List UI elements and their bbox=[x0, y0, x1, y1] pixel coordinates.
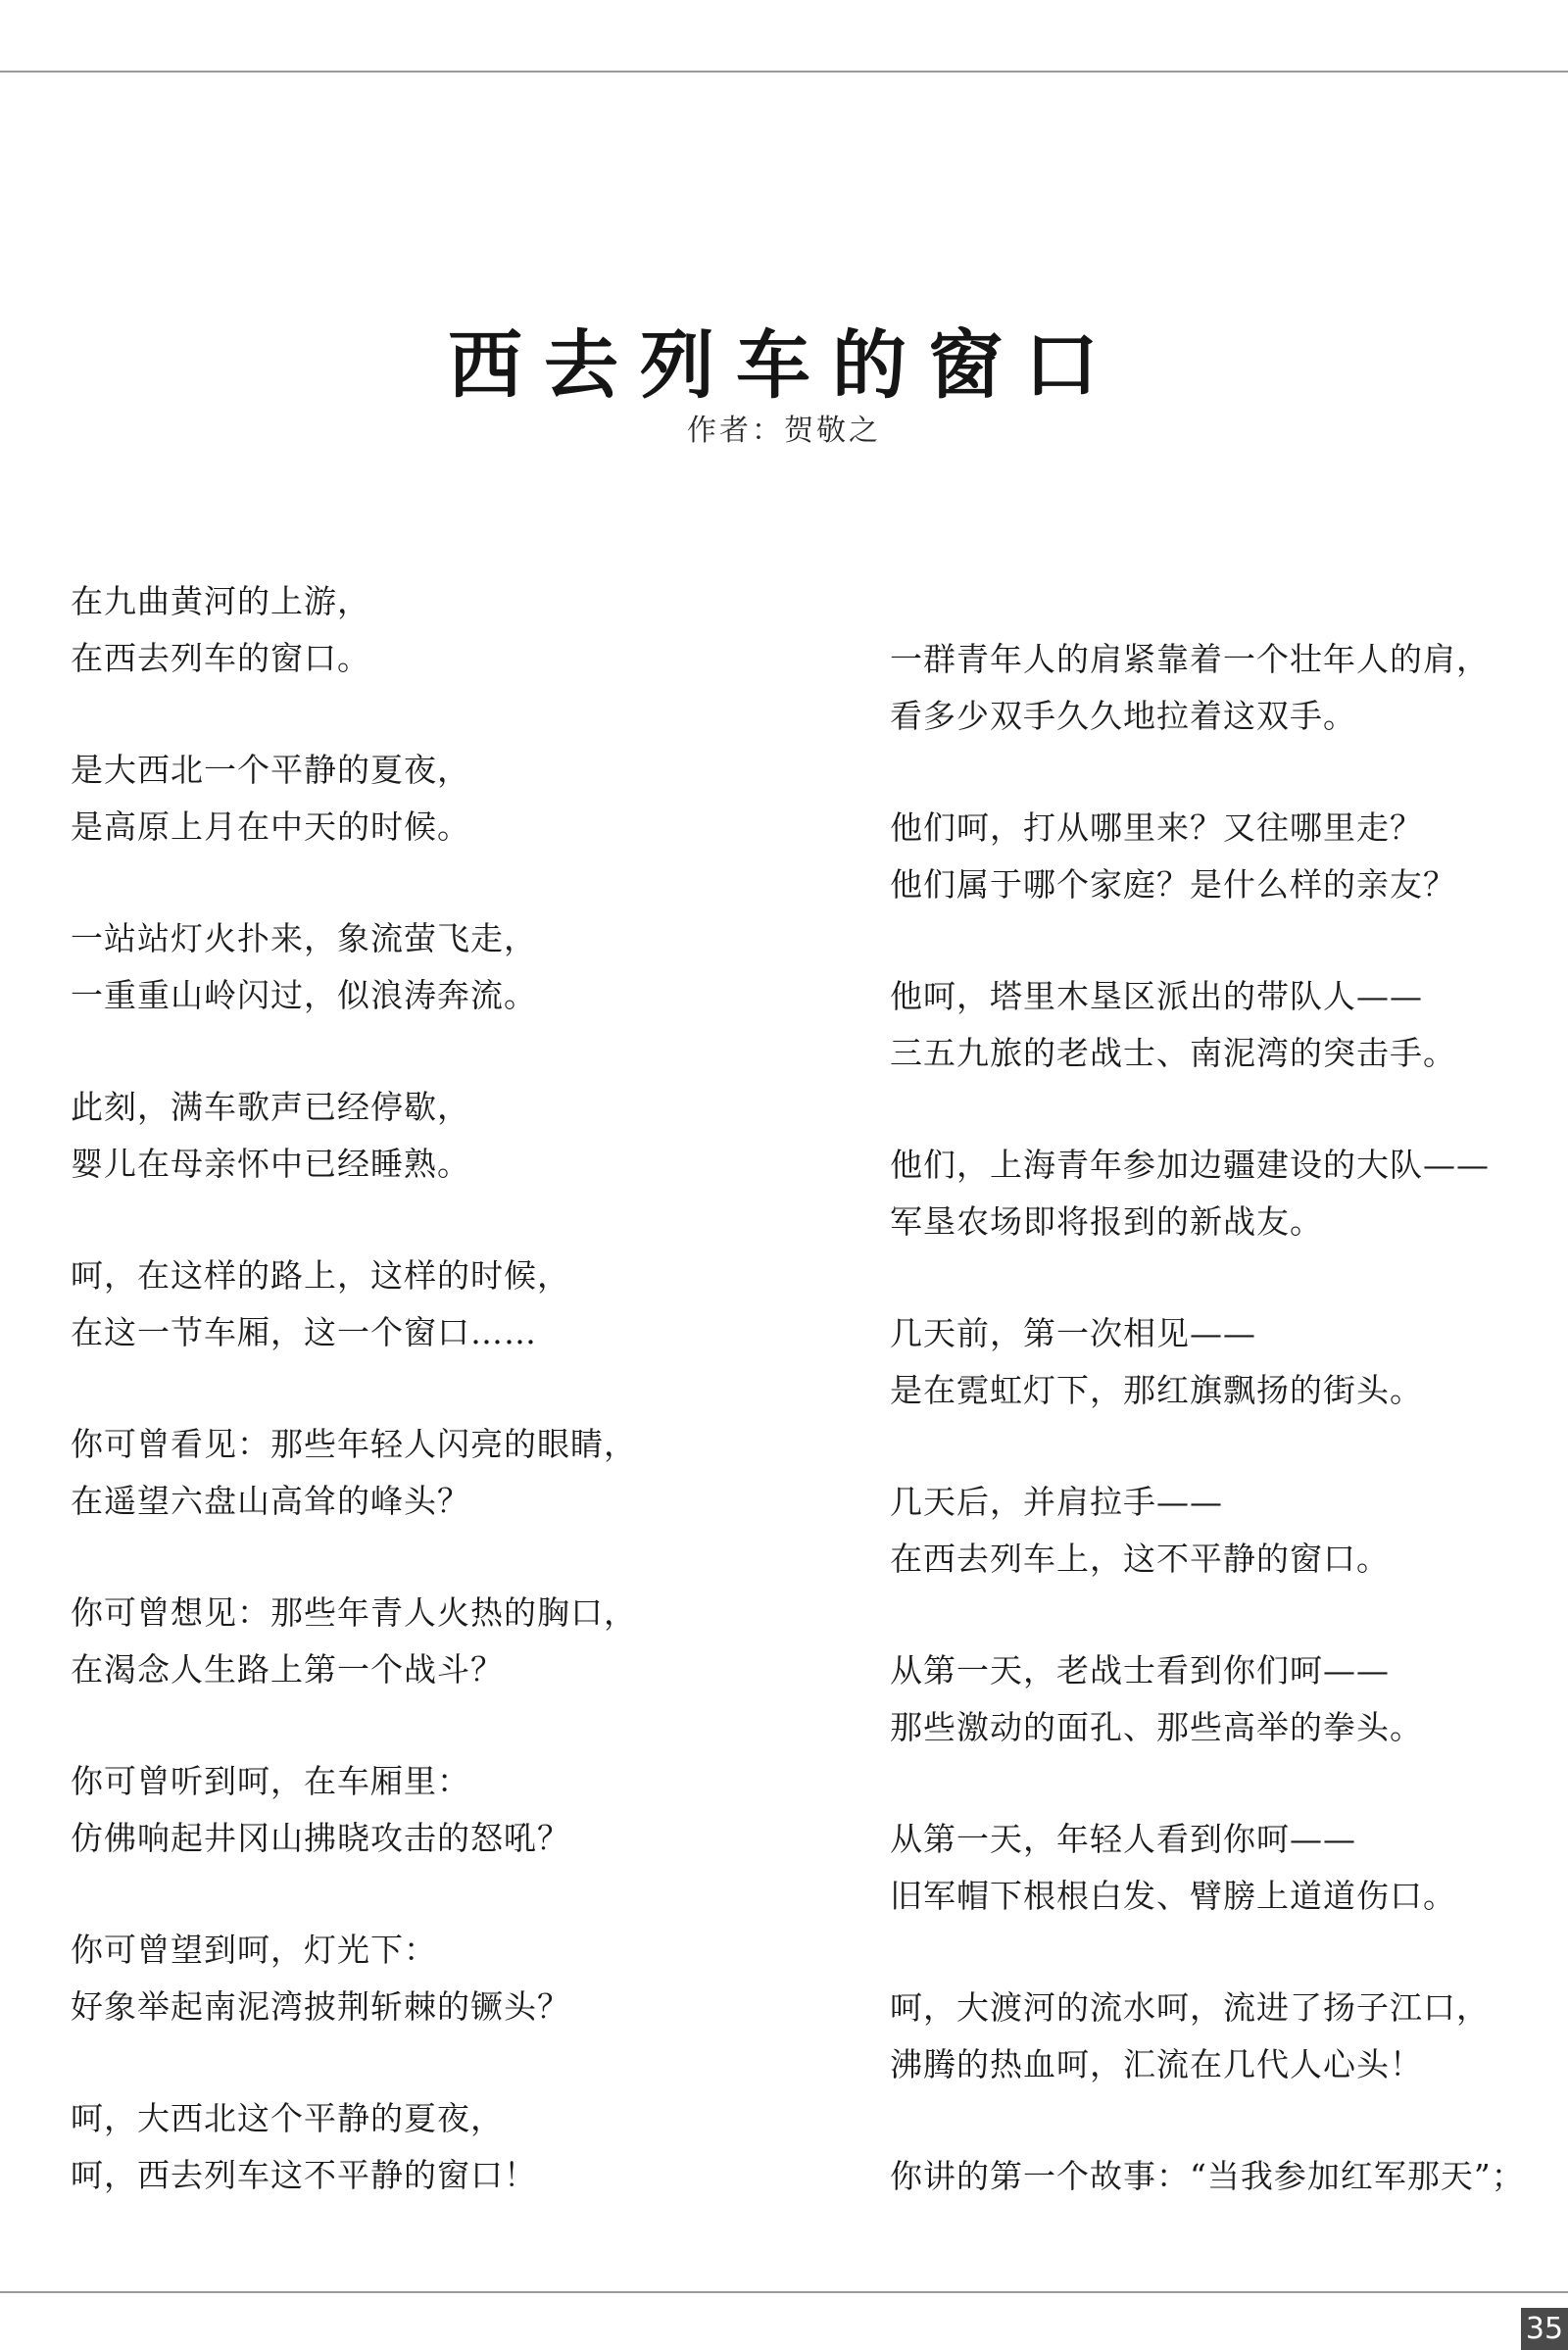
stanza bbox=[890, 2148, 1566, 2205]
poem-line: 从第一天，老战士看到你们呵—— bbox=[890, 1651, 1390, 1689]
poem-line: 他们属于哪个家庭？是什么样的亲友？ bbox=[890, 865, 1456, 904]
stanza bbox=[890, 1305, 1566, 1419]
poem-line: 是高原上月在中天的时候。 bbox=[71, 808, 470, 846]
footer-rule bbox=[0, 2291, 1568, 2293]
stanza bbox=[71, 910, 835, 1024]
poem-line: 他们，上海青年参加边疆建设的大队—— bbox=[890, 1146, 1490, 1184]
stanza bbox=[71, 1416, 835, 1530]
poem-line: 那些激动的面孔、那些高举的拳头。 bbox=[890, 1708, 1423, 1746]
poem-line: 婴儿在母亲怀中已经睡熟。 bbox=[71, 1145, 470, 1183]
poem-line: 旧军帽下根根白发、臂膀上道道伤口。 bbox=[890, 1877, 1456, 1915]
stanza bbox=[71, 1079, 835, 1193]
poem-line: 军垦农场即将报到的新战友。 bbox=[890, 1202, 1323, 1241]
poem-line: 几天后，并肩拉手—— bbox=[890, 1483, 1223, 1521]
poem-line: 他呵，塔里木垦区派出的带队人—— bbox=[890, 977, 1423, 1015]
poem-line: 你可曾看见：那些年轻人闪亮的眼睛， bbox=[71, 1425, 637, 1463]
poem-line: 一群青年人的肩紧靠着一个壮年人的肩， bbox=[890, 640, 1490, 678]
stanza bbox=[890, 631, 1566, 745]
poem-line: 呵，在这样的路上，这样的时候， bbox=[71, 1256, 570, 1295]
stanza bbox=[890, 1137, 1566, 1250]
poem-line: 是在霓虹灯下，那红旗飘扬的街头。 bbox=[890, 1371, 1423, 1409]
poem-line: 呵，大渡河的流水呵，流进了扬子江口， bbox=[890, 1988, 1490, 2027]
stanza bbox=[890, 1642, 1566, 1756]
poem-line: 从第一天，年轻人看到你呵—— bbox=[890, 1820, 1356, 1858]
stanza bbox=[71, 1585, 835, 1698]
stanza bbox=[71, 1248, 835, 1361]
stanza bbox=[71, 573, 835, 687]
stanza bbox=[890, 1811, 1566, 1925]
poem-line: 一重重山岭闪过，似浪涛奔流。 bbox=[71, 976, 537, 1014]
poem-line: 在渴念人生路上第一个战斗？ bbox=[71, 1650, 504, 1689]
stanza bbox=[71, 2090, 835, 2204]
stanza bbox=[890, 1474, 1566, 1588]
poem-line: 你可曾听到呵，在车厢里： bbox=[71, 1762, 470, 1800]
poem-line: 是大西北一个平静的夏夜， bbox=[71, 751, 470, 789]
poem-line: 呵，西去列车这不平静的窗口！ bbox=[71, 2156, 537, 2194]
poem-line: 在九曲黄河的上游， bbox=[71, 582, 370, 620]
poem-column-left bbox=[71, 573, 835, 2259]
page-number: 35 bbox=[1521, 2308, 1568, 2350]
poem-line: 几天前，第一次相见—— bbox=[890, 1314, 1256, 1352]
stanza bbox=[71, 742, 835, 856]
poem-line: 看多少双手久久地拉着这双手。 bbox=[890, 697, 1356, 735]
poem-line: 你讲的第一个故事：“当我参加红军那天”； bbox=[890, 2157, 1525, 2195]
poem-line: 仿佛响起井冈山拂晓攻击的怒吼？ bbox=[71, 1819, 570, 1857]
poem-line: 他们呵，打从哪里来？又往哪里走？ bbox=[890, 808, 1423, 847]
stanza bbox=[890, 1980, 1566, 2093]
poem-line: 在西去列车的窗口。 bbox=[71, 639, 370, 677]
poem-title: 西去列车的窗口 bbox=[448, 320, 1120, 409]
poem-line: 你可曾想见：那些年青人火热的胸口， bbox=[71, 1593, 637, 1632]
poem-line: 在西去列车上，这不平静的窗口。 bbox=[890, 1540, 1390, 1578]
poem-line: 你可曾望到呵，灯光下： bbox=[71, 1931, 437, 1969]
header-rule bbox=[0, 71, 1568, 73]
poem-line: 在这一节车厢，这一个窗口…… bbox=[71, 1313, 537, 1351]
poem-line: 在遥望六盘山高耸的峰头？ bbox=[71, 1482, 470, 1520]
poem-line: 此刻，满车歌声已经停歇， bbox=[71, 1088, 470, 1126]
poem-line: 三五九旅的老战士、南泥湾的突击手。 bbox=[890, 1034, 1456, 1072]
stanza bbox=[71, 1753, 835, 1867]
author-line: 作者：贺敬之 bbox=[687, 414, 881, 448]
stanza bbox=[71, 1922, 835, 2035]
poem-line: 一站站灯火扑来，象流萤飞走， bbox=[71, 919, 537, 957]
poem-line: 好象举起南泥湾披荆斩棘的镢头？ bbox=[71, 1987, 570, 2026]
stanza bbox=[890, 800, 1566, 913]
poem-column-right bbox=[890, 631, 1566, 2260]
poem-line: 呵，大西北这个平静的夏夜， bbox=[71, 2099, 504, 2137]
poem-line: 沸腾的热血呵，汇流在几代人心头！ bbox=[890, 2045, 1423, 2083]
stanza bbox=[890, 968, 1566, 1082]
